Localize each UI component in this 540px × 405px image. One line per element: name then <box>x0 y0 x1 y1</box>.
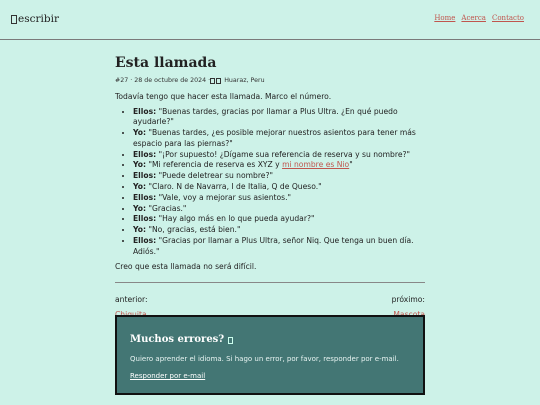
name-link[interactable]: mi nombre es Nio <box>282 160 350 170</box>
dialog-item <box>133 225 425 236</box>
post-title: Esta llamada <box>115 55 217 71</box>
dialog-speaker: Ellos: <box>133 192 157 202</box>
site-logo[interactable] <box>11 12 59 27</box>
dialog-text: "Claro. N de Navarra, I de Italia, Q de Queso." <box>146 181 322 191</box>
dialog-text-end: " <box>349 160 353 170</box>
dialog-item <box>133 107 425 129</box>
dialog-text: "Gracias." <box>146 203 187 213</box>
dialog-speaker: Ellos: <box>133 171 157 181</box>
dialog-speaker: Ellos: <box>133 106 157 116</box>
dialog-speaker: Yo: <box>133 128 147 138</box>
main-nav <box>434 14 524 24</box>
dialog-speaker: Yo: <box>133 160 147 170</box>
post-meta <box>115 77 425 86</box>
dialog-item <box>133 193 425 204</box>
flag-icon <box>210 78 215 84</box>
callout-title-text: Muchos errores? <box>130 334 225 345</box>
dialog-text: "Vale, voy a mejorar sus asientos." <box>156 192 292 202</box>
missing-glyph-icon <box>228 337 233 344</box>
dialog-item <box>133 204 425 215</box>
reply-email-link[interactable]: Responder por e-mail <box>130 372 206 381</box>
dialog-list <box>115 107 425 258</box>
dialog-text: "Hay algo más en lo que pueda ayudar?" <box>156 214 315 224</box>
next-label: próximo: <box>391 295 425 305</box>
post-meta-text: #27 · 28 de octubre de 2024 · <box>115 76 211 84</box>
dialog-text: "Mi referencia de reserva es XYZ y <box>146 160 283 170</box>
dialog-text: "Puede deletrear su nombre?" <box>156 171 273 181</box>
callout-title <box>130 333 410 347</box>
callout-text: Quiero aprender el idioma. Si hago un error, por favor, responder por e-mail. <box>130 355 399 364</box>
dialog-text: "Buenas tardes, ¿es posible mejorar nuestros asientos para tener más espacio para las piernas?" <box>133 128 416 148</box>
dialog-speaker: Yo: <box>133 225 147 235</box>
divider <box>115 282 425 283</box>
dialog-speaker: Ellos: <box>133 235 157 245</box>
errors-callout <box>115 315 425 395</box>
post-location: Huaraz, Peru <box>224 76 265 84</box>
dialog-speaker: Ellos: <box>133 214 157 224</box>
logo-text: escribir <box>18 13 59 25</box>
post-intro: Todavía tengo que hacer esta llamada. Marco el número. <box>115 91 332 101</box>
prev-label: anterior: <box>115 295 148 305</box>
dialog-item <box>133 150 425 161</box>
dialog-text: "Gracias por llamar a Plus Ultra, señor Niq. Que tenga un buen día. Adiós." <box>133 235 414 256</box>
dialog-item <box>133 160 425 171</box>
dialog-text: "Buenas tardes, gracias por llamar a Plus Ultra. ¿En qué puedo ayudarle?" <box>133 106 398 127</box>
dialog-speaker: Yo: <box>133 203 147 213</box>
dialog-item <box>133 171 425 182</box>
dialog-item <box>133 182 425 193</box>
flag-icon <box>216 78 221 84</box>
dialog-text: "¡Por supuesto! ¿Dígame sua referencia de reserva y su nombre?" <box>156 149 411 159</box>
dialog-item <box>133 128 425 150</box>
dialog-text: "No, gracias, está bien." <box>146 225 241 235</box>
dialog-item <box>133 214 425 225</box>
dialog-speaker: Yo: <box>133 181 147 191</box>
nav-contacto-link[interactable]: Contacto <box>491 14 524 22</box>
dialog-item <box>133 236 425 258</box>
nav-acerca-link[interactable]: Acerca <box>461 14 486 22</box>
post-outro: Creo que esta llamada no será difícil. <box>115 262 257 272</box>
nav-home-link[interactable]: Home <box>434 14 456 22</box>
dialog-speaker: Ellos: <box>133 149 157 159</box>
missing-glyph-icon <box>11 15 17 24</box>
site-header <box>0 0 540 40</box>
post-content <box>115 55 425 321</box>
